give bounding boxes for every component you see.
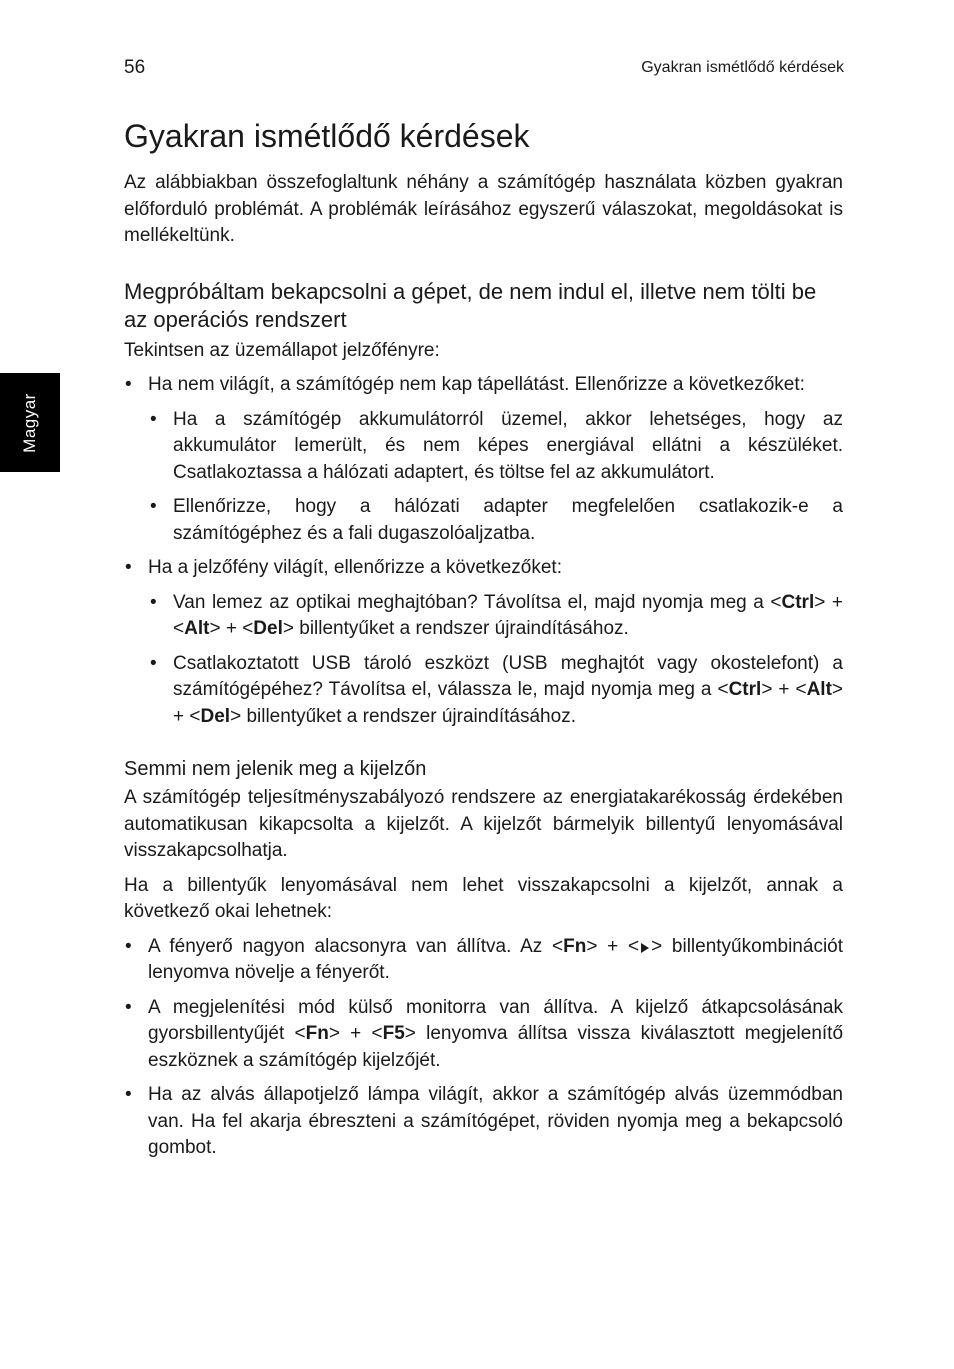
list-item-text: A megjelenítési mód külső monitorra van állítva. A kijelző átkapcsolásának gyorsbillentyűjét <Fn> + <F5> lenyomva állítsa vissza kiválasztott megjelenítő eszköznek a számítógép kijelzőjét. [148, 996, 844, 1071]
section-heading-display: Semmi nem jelenik meg a kijelzőn [124, 758, 427, 780]
page-content [124, 116, 843, 1162]
bullet-icon: • [150, 591, 157, 613]
list-item-text: Ha nem világít, a számítógép nem kap tápellátást. Ellenőrizze a következőket: [148, 374, 805, 395]
bullet-icon: • [125, 935, 132, 957]
bullet-icon: • [125, 1084, 132, 1105]
list-item [124, 1082, 843, 1162]
side-tab-label: Magyar [20, 392, 39, 453]
list-item-text: Ellenőrizze, hogy a hálózati adapter megfelelően csatlakozik-e a számítógéphez és a fali dugaszolóaljzatba. [173, 496, 843, 544]
key-fn: Fn [305, 1023, 329, 1044]
language-side-tab [0, 373, 60, 472]
bullet-icon: • [150, 496, 157, 517]
bullet-icon: • [150, 408, 157, 430]
key-del: Del [200, 705, 231, 727]
list-item [148, 590, 843, 643]
triangle-right-icon [641, 943, 649, 953]
page-number: 56 [124, 57, 146, 78]
key-f5: F5 [382, 1023, 405, 1044]
bullet-list [124, 934, 843, 1162]
list-item-text: Csatlakoztatott USB tároló eszközt (USB meghajtót vagy okostelefont) a számítógépéhez? Távolítsa el, válassza le, majd nyomja meg a <Ctrl> + <Alt> + <Del> billentyűket a rendszer újraindításához. [173, 652, 844, 727]
key-del: Del [253, 618, 283, 639]
bullet-icon: • [150, 652, 157, 674]
sub-bullet-list [148, 407, 843, 548]
list-item [148, 651, 843, 731]
page-title: Gyakran ismétlődő kérdések [124, 118, 530, 154]
list-item [148, 494, 843, 547]
list-item-text: Ha a számítógép akkumulátorról üzemel, akkor lehetséges, hogy az akkumulátor lemerült, és nem képes energiával ellátni a készüléket. Csatlakoztassa a hálózati adaptert, és töltse fel az akkumulátort. [173, 408, 843, 483]
key-alt: Alt [806, 679, 832, 700]
section-paragraph: Ha a billentyűk lenyomásával nem lehet visszakapcsolni a kijelzőt, annak a következő okai lehetnek: [124, 874, 843, 922]
list-item-text: Ha a jelzőfény világít, ellenőrizze a következőket: [148, 557, 562, 578]
list-item [124, 934, 843, 987]
key-ctrl: Ctrl [781, 591, 815, 613]
intro-paragraph: Az alábbiakban összefoglaltunk néhány a számítógép használata közben gyakran előforduló problémát. A problémák leírásához egyszerű válaszokat, megoldásokat is mellékeltünk. [124, 172, 843, 246]
bullet-icon: • [125, 557, 132, 578]
list-item [124, 372, 843, 547]
section-lead: Tekintsen az üzemállapot jelzőfényre: [124, 339, 440, 361]
list-item [124, 995, 843, 1075]
list-item [124, 555, 843, 730]
key-fn: Fn [563, 935, 587, 957]
running-header: Gyakran ismétlődő kérdések [641, 59, 844, 76]
list-item-text: Van lemez az optikai meghajtóban? Távolítsa el, majd nyomja meg a <Ctrl> + <Alt> + <Del> billentyűket a rendszer újraindításához. [173, 591, 843, 639]
section-heading-startup: Megpróbáltam bekapcsolni a gépet, de nem indul el, illetve nem tölti be az operációs rendszert [124, 278, 817, 332]
key-alt: Alt [184, 618, 210, 639]
sub-bullet-list [148, 590, 843, 731]
bullet-icon: • [125, 996, 132, 1018]
list-item-text: Ha az alvás állapotjelző lámpa világít, akkor a számítógép alvás üzemmódban van. Ha fel akarja ébreszteni a számítógépet, röviden nyomja meg a bekapcsoló gombot. [148, 1084, 843, 1158]
section-paragraph: A számítógép teljesítményszabályozó rendszere az energiatakarékosság érdekében automatikusan kikapcsolta a kijelzőt. A kijelzőt bármelyik billentyű lenyomásával visszakapcsolhatja. [124, 787, 843, 861]
bullet-icon: • [125, 374, 132, 395]
bullet-list [124, 372, 843, 730]
list-item-text: A fényerő nagyon alacsonyra van állítva. Az <Fn> + < > billentyűkombinációt lenyomva növelje a fényerőt. [148, 935, 844, 983]
key-ctrl: Ctrl [728, 679, 762, 700]
list-item [148, 407, 843, 487]
